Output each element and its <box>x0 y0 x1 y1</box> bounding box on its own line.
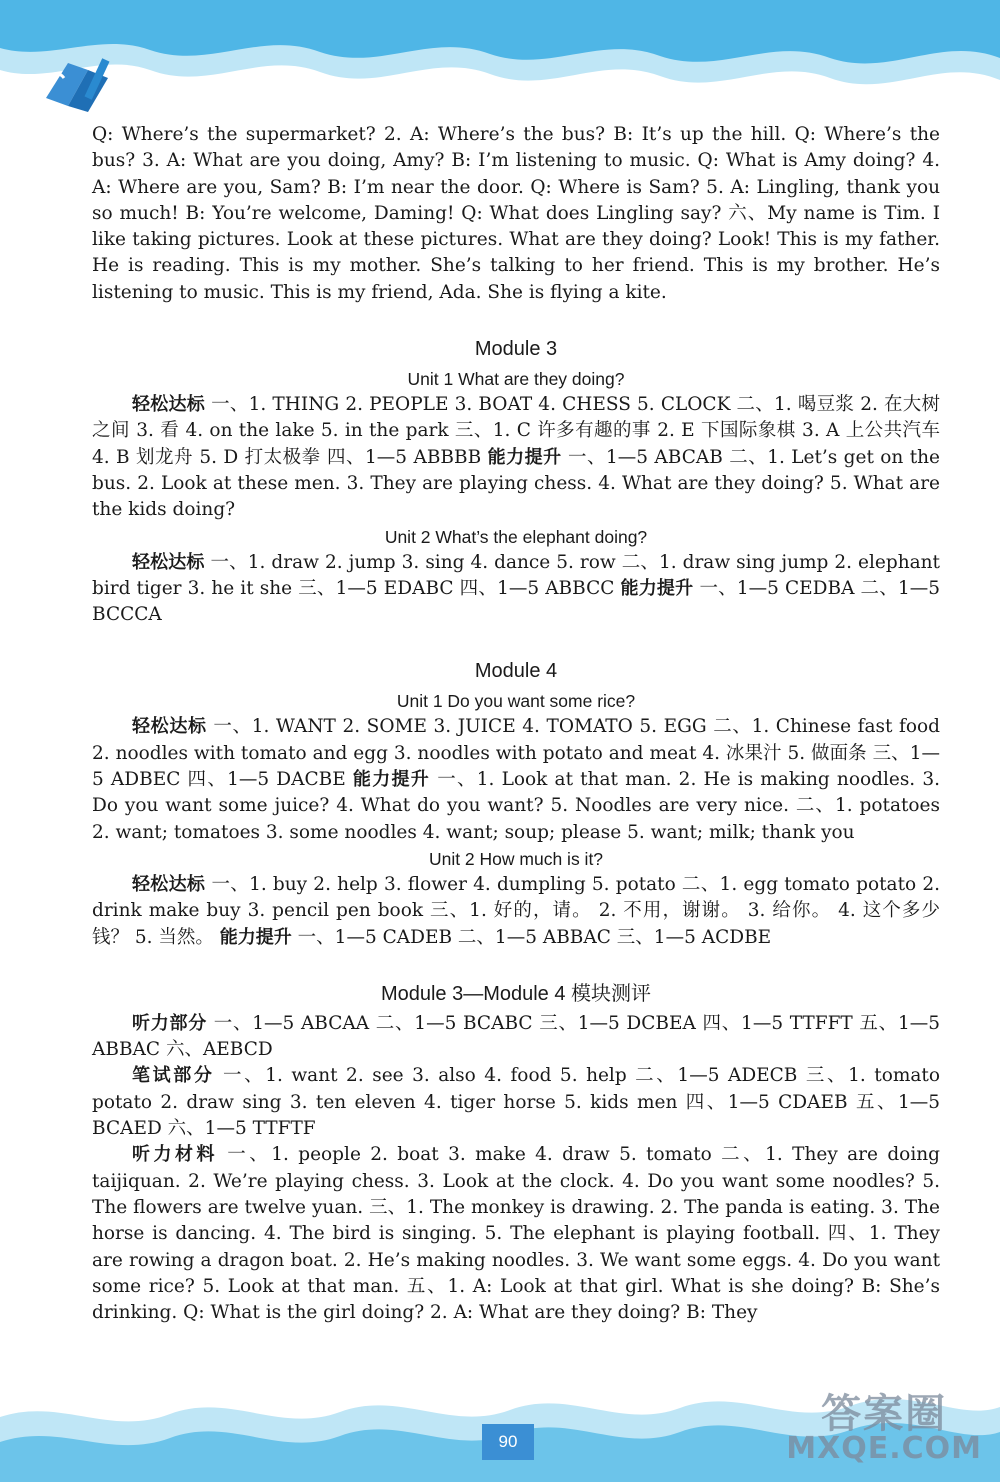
section-label: 轻松达标 <box>132 873 206 895</box>
section-label: 听力材料 <box>132 1144 218 1166</box>
module-4-unit-2-title: Unit 2 How much is it? <box>428 848 604 869</box>
review-written: 笔试部分 一、1. want 2. see 3. also 4. food 5. help 二、1—5 ADECB 三、1. tomato potato 2. draw sing 3. ten eleven 4. tiger horse 5. kids men 四、1—5 CDAEB 五、1—5 BCAED 六、1—5 TTFTF <box>92 1065 940 1140</box>
section-label: 能力提升 <box>620 577 694 599</box>
section-label: 能力提升 <box>487 446 562 468</box>
module-3-title: Module 3 <box>474 338 558 361</box>
book-pencil-icon <box>38 48 118 118</box>
intro-paragraph: Q: Where’s the supermarket? 2. A: Where’s the bus? B: It’s up the hill. Q: Where’s the bus? 3. A: What are you doing, Amy? B: I’m listening to music. Q: What is Amy doing? 4. A: Where are you, Sam? B: I’m near the door. Q: Where is Sam? 5. A: Lingling, thank you so much! B: You’re welcome, Daming! Q: What does Lingling say? 六、My name is Tim. I like taking pictures. Look at these pictures. What are they doing? Look! This is my father. He is reading. This is my mother. She’s talking to her friend. This is my brother. He’s listening to music. This is my friend, Ada. She is flying a kite. <box>92 124 940 303</box>
module-3-unit-2-title: Unit 2 What’s the elephant doing? <box>384 526 648 547</box>
module-4-unit-1-answers: 轻松达标 一、1. WANT 2. SOME 3. JUICE 4. TOMATO 5. EGG 二、1. Chinese fast food 2. noodles with tomato and egg 3. noodles with potato and meat 4. 冰果汁 5. 做面条 三、1—5 ADBEC 四、1—5 DACBE 能力提升 一、1. Look at that man. 2. He is making noodles. 3. Do you want some juice? 4. What do you want? 5. Noodles are very nice. 二、1. potatoes 2. want; tomatoes 3. some noodles 4. want; soup; please 5. want; milk; thank you <box>92 716 941 843</box>
section-label: 轻松达标 <box>132 394 206 416</box>
review-title: Module 3—Module 4 模块测评 <box>380 982 652 1005</box>
review-listening-material: 听力材料 一、1. people 2. boat 3. make 4. draw 5. tomato 二、1. They are doing taijiquan. 2. We’re playing chess. 3. Look at the clock. 4. Do you want some noodles? 5. The flowers are twelve yuan. 三、1. The monkey is drawing. 2. The panda is eating. 3. The horse is dancing. 4. The bird is singing. 5. The elephant is playing football. 四、1. They are rowing a dragon boat. 2. He’s making noodles. 3. We want some eggs. 4. Do you want some rice? 5. Look at that man. 五、1. A: Look at that girl. What is she doing? B: She’s drinking. Q: What is the girl doing? 2. A: What are they doing? B: They <box>92 1144 940 1324</box>
review-listening: 听力部分 一、1—5 ABCAA 二、1—5 BCABC 三、1—5 DCBEA 四、1—5 TTFFT 五、1—5 ABBAC 六、AEBCD <box>92 1012 940 1061</box>
module-4-unit-1-title: Unit 1 Do you want some rice? <box>396 691 636 712</box>
site-watermark: 答案圈 MXQE.COM <box>786 1391 982 1466</box>
section-label: 笔试部分 <box>132 1065 215 1087</box>
section-label: 轻松达标 <box>132 716 207 738</box>
module-4-unit-2-answers: 轻松达标 一、1. buy 2. help 3. flower 4. dumpling 5. potato 二、1. egg tomato potato 2. drink make buy 3. pencil pen book 三、1. 好的，请。 2. 不用，谢谢。 3. 给你。 4. 这个多少钱？ 5. 当然。 能力提升 一、1—5 CADEB 二、1—5 ABBAC 三、1—5 ACDBE <box>92 873 940 948</box>
module-4-title: Module 4 <box>474 660 558 683</box>
page-number: 90 <box>482 1424 534 1460</box>
section-label: 能力提升 <box>219 926 292 948</box>
section-label: 听力部分 <box>132 1012 208 1034</box>
section-label: 轻松达标 <box>132 551 205 573</box>
module-3-unit-2-answers: 轻松达标 一、1. draw 2. jump 3. sing 4. dance 5. row 二、1. draw sing jump 2. elephant bird tiger 3. he it she 三、1—5 EDABC 四、1—5 ABBCC 能力提升 一、1—5 CEDBA 二、1—5 BCCCA <box>92 551 941 626</box>
section-label: 能力提升 <box>352 769 431 791</box>
module-3-unit-1-title: Unit 1 What are they doing? <box>407 369 625 390</box>
answer-content <box>92 122 940 1326</box>
module-3-unit-1-answers: 轻松达标 一、1. THING 2. PEOPLE 3. BOAT 4. CHESS 5. CLOCK 二、1. 喝豆浆 2. 在大树之间 3. 看 4. on the lake 5. in the park 三、1. C 许多有趣的事 2. E 下国际象棋 3. A 上公共汽车 4. B 划龙舟 5. D 打太极拳 四、1—5 ABBBB 能力提升 一、1—5 ABCAB 二、1. Let’s get on the bus. 2. Look at these men. 3. They are playing chess. 4. What are they doing? 5. What are the kids doing? <box>92 394 941 521</box>
top-wave-banner <box>0 0 1000 125</box>
